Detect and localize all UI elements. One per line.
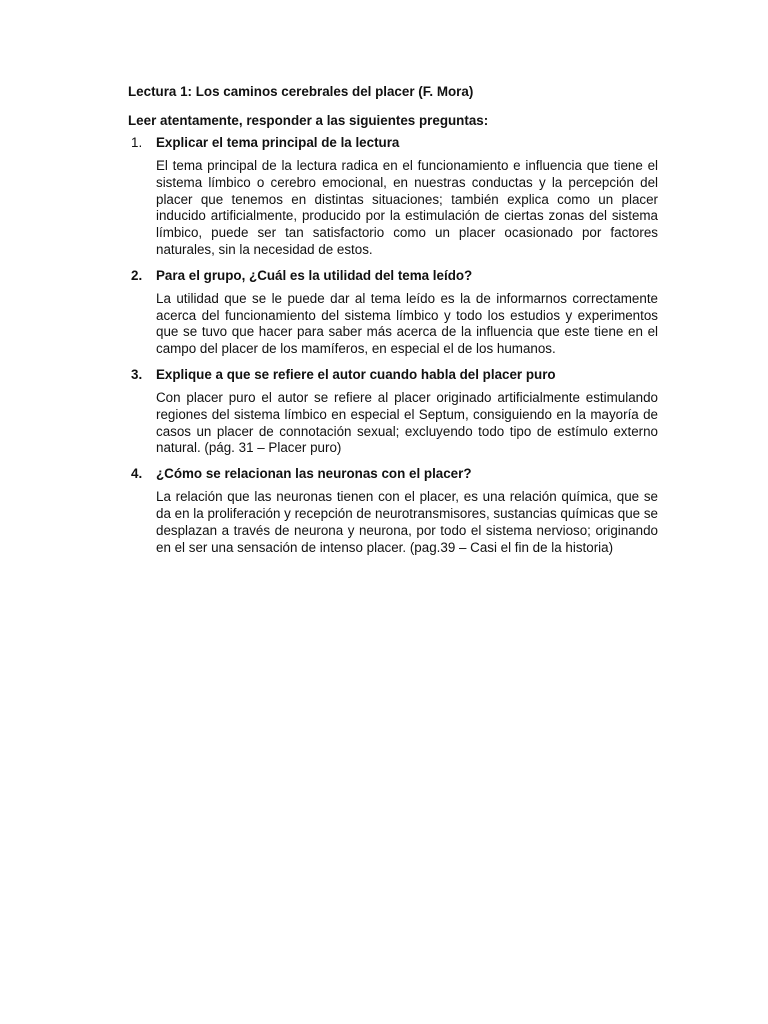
answer-4: La relación que las neuronas tienen con el placer, es una relación química, que se da en la proliferación y recepción de neurotransmisores, sustancias químicas que se desplazan a través de neurona y neurona, por todo el sistema nervioso; originando en el ser una sensación de intenso placer. (pag.39 – Casi el fin de la historia): [156, 489, 658, 555]
question-number: 2.: [131, 267, 143, 283]
question-2: [128, 267, 658, 284]
document-instructions: Leer atentamente, responder a las siguientes preguntas:: [128, 113, 489, 128]
answer-2: La utilidad que se le puede dar al tema leído es la de informarnos correctamente acerca del funcionamiento del sistema límbico y todo los estudios y experimentos que se tuvo que hacer para saber más acerca de la influencia que este tiene en el campo del placer de los mamíferos, en especial el de los humanos.: [156, 290, 658, 357]
question-3: [128, 366, 658, 383]
question-text: Para el grupo, ¿Cuál es la utilidad del tema leído?: [156, 267, 473, 283]
question-text: ¿Cómo se relacionan las neuronas con el placer?: [156, 466, 472, 482]
answer-3: Con placer puro el autor se refiere al placer originado artificialmente estimulando regiones del sistema límbico en especial el Septum, consiguiendo en la mayoría de casos un placer de connotación sexual; excluyendo todo tipo de estímulo externo natural. (pág. 31 – Placer puro): [156, 389, 658, 456]
question-number: 1.: [131, 135, 143, 150]
document-title: Lectura 1: Los caminos cerebrales del placer (F. Mora): [128, 84, 474, 99]
question-number: 4.: [131, 466, 143, 482]
document-page: [128, 83, 658, 564]
answer-1: El tema principal de la lectura radica en el funcionamiento e influencia que tiene el sistema límbico o cerebro emocional, en nuestras conductas y la percepción del placer que tenemos en distintas situaciones; también explica como un placer inducido artificialmente, producido por la estimulación de ciertas zonas del sistema límbico, puede ser tan satisfactorio como un placer ocasionado por factores naturales, sin la necesidad de estos.: [156, 158, 658, 257]
question-text: Explicar el tema principal de la lectura: [156, 135, 400, 150]
question-number: 3.: [131, 366, 143, 382]
question-1: [128, 134, 658, 151]
question-4: [128, 465, 658, 482]
question-text: Explique a que se refiere el autor cuando habla del placer puro: [156, 366, 556, 382]
